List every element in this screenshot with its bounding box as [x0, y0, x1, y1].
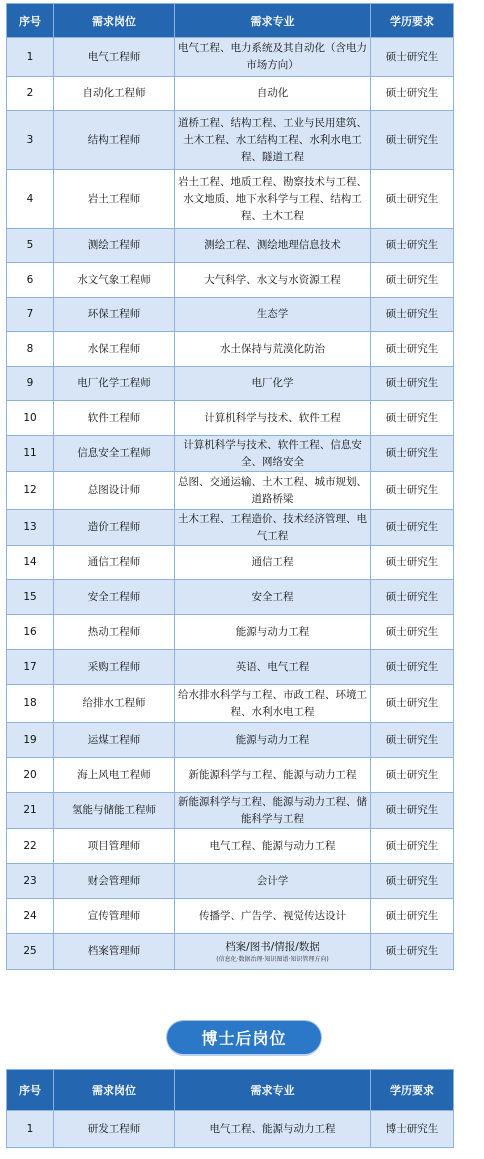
position-name-text: 财会管理师	[87, 874, 141, 887]
required-major	[175, 934, 371, 970]
degree-requirement	[371, 615, 454, 650]
row-number	[7, 723, 54, 758]
header-major: 需求专业	[175, 1070, 371, 1111]
required-major	[175, 510, 371, 546]
degree-requirement	[371, 436, 454, 472]
row-number-text: 13	[23, 521, 37, 533]
row-number	[7, 332, 54, 367]
row-number	[7, 436, 54, 472]
header-major: 需求专业	[175, 4, 371, 38]
row-number	[7, 77, 54, 111]
position-name-text: 项目管理师	[87, 839, 141, 852]
table-row	[7, 793, 454, 829]
position-name-text: 给排水工程师	[82, 697, 146, 709]
required-major-text: 能源与动力工程	[235, 733, 310, 746]
position-name-text: 水保工程师	[87, 342, 141, 355]
required-major-text: 道桥工程、结构工程、工业与民用建筑、土木工程、水工结构工程、水利水电工程、隧道工程	[178, 116, 367, 163]
required-major-text: 计算机科学与技术、软件工程	[204, 411, 341, 424]
row-number	[7, 899, 54, 934]
position-name	[54, 546, 175, 580]
required-major-text: 新能源科学与工程、能源与动力工程、储能科学与工程	[178, 795, 367, 825]
required-major-text: 能源与动力工程	[235, 625, 310, 638]
section-title-postdoc: 博士后岗位	[167, 1021, 321, 1054]
required-major	[175, 899, 371, 934]
row-number	[7, 298, 54, 332]
required-major-text: 新能源科学与工程、能源与动力工程	[188, 768, 357, 781]
table-row	[7, 1111, 454, 1148]
row-number	[7, 1111, 54, 1148]
position-name	[54, 793, 175, 829]
degree-requirement	[371, 580, 454, 615]
degree-requirement	[371, 510, 454, 546]
degree-requirement-text: 硕士研究生	[385, 411, 439, 424]
degree-requirement	[371, 829, 454, 864]
table-row	[7, 899, 454, 934]
required-major	[175, 77, 371, 111]
row-number	[7, 111, 54, 170]
required-major	[175, 401, 371, 436]
required-major-text: 通信工程	[251, 556, 294, 568]
position-name	[54, 758, 175, 793]
degree-requirement	[371, 546, 454, 580]
table-row	[7, 546, 454, 580]
row-number	[7, 650, 54, 685]
position-name	[54, 580, 175, 615]
table-row	[7, 510, 454, 546]
position-name-text: 软件工程师	[87, 411, 141, 424]
required-major-text: 给水排水科学与工程、市政工程、环境工程、水利水电工程	[178, 688, 367, 718]
degree-requirement-text: 硕士研究生	[385, 133, 439, 146]
degree-requirement-text: 硕士研究生	[385, 733, 439, 746]
degree-requirement-text: 硕士研究生	[385, 192, 439, 205]
degree-requirement	[371, 367, 454, 401]
position-name	[54, 77, 175, 111]
position-name	[54, 298, 175, 332]
position-name	[54, 1111, 175, 1148]
position-name-text: 海上风电工程师	[77, 768, 151, 781]
required-major-text: 电厂化学	[251, 377, 294, 389]
required-major	[175, 546, 371, 580]
degree-requirement	[371, 899, 454, 934]
position-name	[54, 510, 175, 546]
table-row	[7, 170, 454, 229]
required-major	[175, 580, 371, 615]
position-name-text: 档案管理师	[87, 945, 141, 957]
degree-requirement-text: 硕士研究生	[385, 377, 439, 389]
degree-requirement-text: 硕士研究生	[385, 447, 439, 459]
required-major	[175, 472, 371, 510]
row-number-text: 17	[23, 660, 37, 673]
required-major-text: 传播学、广告学、视觉传达设计	[199, 909, 346, 922]
position-name-text: 自动化工程师	[82, 87, 146, 99]
table-row	[7, 263, 454, 298]
position-name-text: 热动工程师	[87, 625, 141, 638]
row-number	[7, 615, 54, 650]
position-name	[54, 650, 175, 685]
position-name	[54, 615, 175, 650]
required-major	[175, 793, 371, 829]
degree-requirement-text: 硕士研究生	[385, 874, 439, 887]
degree-requirement	[371, 263, 454, 298]
row-number-text: 1	[26, 1122, 34, 1135]
header-degree: 学历要求	[371, 4, 454, 38]
required-major	[175, 436, 371, 472]
row-number	[7, 229, 54, 263]
position-name-text: 采购工程师	[87, 660, 141, 673]
required-major-text: 电气工程、电力系统及其自动化（含电力市场方向）	[178, 42, 367, 71]
degree-requirement	[371, 934, 454, 970]
position-name	[54, 263, 175, 298]
degree-requirement-text: 硕士研究生	[385, 804, 439, 816]
row-number	[7, 685, 54, 723]
row-number	[7, 38, 54, 77]
required-major	[175, 367, 371, 401]
header-post: 需求岗位	[54, 1070, 175, 1111]
table-header-row	[7, 4, 454, 38]
table-row	[7, 298, 454, 332]
table-row	[7, 615, 454, 650]
required-major	[175, 298, 371, 332]
row-number-text: 2	[26, 87, 34, 99]
position-name	[54, 829, 175, 864]
row-number	[7, 263, 54, 298]
required-major	[175, 1111, 371, 1148]
required-major-text: 电气工程、能源与动力工程	[209, 839, 336, 852]
degree-requirement	[371, 332, 454, 367]
position-name-text: 造价工程师	[87, 521, 141, 533]
degree-requirement	[371, 298, 454, 332]
master-positions-body	[7, 38, 454, 970]
position-name	[54, 170, 175, 229]
row-number-text: 4	[26, 192, 34, 205]
row-number-text: 1	[26, 50, 34, 63]
row-number	[7, 472, 54, 510]
row-number	[7, 580, 54, 615]
degree-requirement-text: 硕士研究生	[385, 697, 439, 709]
position-name	[54, 723, 175, 758]
row-number-text: 25	[23, 945, 37, 957]
degree-requirement-text: 硕士研究生	[385, 308, 439, 320]
degree-requirement	[371, 472, 454, 510]
degree-requirement-text: 硕士研究生	[385, 909, 439, 922]
table-row	[7, 472, 454, 510]
position-name-text: 电气工程师	[87, 50, 141, 63]
row-number-text: 7	[26, 308, 34, 320]
table-row	[7, 580, 454, 615]
position-name	[54, 38, 175, 77]
degree-requirement-text: 硕士研究生	[385, 87, 439, 99]
table-row	[7, 829, 454, 864]
position-name	[54, 229, 175, 263]
postdoc-positions-table	[6, 1069, 454, 1148]
table-header-row	[7, 1070, 454, 1111]
required-major	[175, 615, 371, 650]
header-degree: 学历要求	[371, 1070, 454, 1111]
row-number	[7, 546, 54, 580]
degree-requirement-text: 硕士研究生	[385, 945, 439, 957]
degree-requirement-text: 硕士研究生	[385, 839, 439, 852]
required-major	[175, 650, 371, 685]
degree-requirement	[371, 723, 454, 758]
degree-requirement-text: 硕士研究生	[385, 273, 439, 286]
degree-requirement	[371, 650, 454, 685]
table-row	[7, 332, 454, 367]
row-number	[7, 829, 54, 864]
table-row	[7, 367, 454, 401]
major-note: (信息化·数据治理·知识图谱·知识管理方向)	[216, 956, 329, 963]
row-number-text: 8	[26, 342, 34, 355]
degree-requirement-text: 博士研究生	[385, 1122, 439, 1135]
table-row	[7, 685, 454, 723]
required-major-text: 计算机科学与技术、软件工程、信息安全、网络安全	[183, 438, 362, 468]
row-number	[7, 510, 54, 546]
header-no: 序号	[7, 1070, 54, 1111]
required-major-text: 土木工程、工程造价、技术经济管理、电气工程	[178, 512, 367, 542]
row-number	[7, 170, 54, 229]
degree-requirement	[371, 401, 454, 436]
row-number-text: 20	[23, 768, 37, 781]
degree-requirement-text: 硕士研究生	[385, 768, 439, 781]
row-number-text: 22	[23, 839, 37, 852]
required-major-text: 大气科学、水文与水资源工程	[204, 273, 341, 286]
degree-requirement-text: 硕士研究生	[385, 590, 439, 603]
degree-requirement	[371, 793, 454, 829]
position-name-text: 安全工程师	[87, 590, 141, 603]
row-number	[7, 934, 54, 970]
required-major	[175, 111, 371, 170]
row-number	[7, 401, 54, 436]
table-row	[7, 436, 454, 472]
degree-requirement-text: 硕士研究生	[385, 342, 439, 355]
row-number-text: 23	[23, 874, 37, 887]
position-name-text: 运煤工程师	[87, 733, 141, 746]
position-name-text: 结构工程师	[87, 133, 141, 146]
required-major-text: 水土保持与荒漠化防治	[220, 342, 325, 355]
row-number-text: 15	[23, 590, 37, 603]
row-number-text: 5	[26, 239, 34, 251]
degree-requirement-text: 硕士研究生	[385, 660, 439, 673]
position-name	[54, 472, 175, 510]
required-major	[175, 864, 371, 899]
position-name-text: 总图设计师	[87, 484, 141, 496]
row-number	[7, 758, 54, 793]
position-name-text: 通信工程师	[87, 556, 141, 568]
position-name	[54, 111, 175, 170]
required-major-text: 自动化	[256, 87, 289, 99]
position-name-text: 研发工程师	[87, 1122, 141, 1135]
table-row	[7, 77, 454, 111]
row-number-text: 18	[23, 697, 37, 709]
position-name	[54, 899, 175, 934]
position-name	[54, 367, 175, 401]
position-name	[54, 934, 175, 970]
position-name-text: 水文气象工程师	[77, 273, 151, 286]
table-row	[7, 650, 454, 685]
master-positions-table	[6, 3, 454, 970]
degree-requirement	[371, 685, 454, 723]
degree-requirement	[371, 38, 454, 77]
position-name	[54, 864, 175, 899]
postdoc-positions-body	[7, 1111, 454, 1148]
row-number-text: 10	[23, 411, 37, 424]
degree-requirement-text: 硕士研究生	[385, 484, 439, 496]
degree-requirement-text: 硕士研究生	[385, 625, 439, 638]
table-row	[7, 401, 454, 436]
position-name-text: 岩土工程师	[87, 192, 141, 205]
row-number-text: 6	[26, 273, 34, 286]
table-row	[7, 229, 454, 263]
position-name-text: 氢能与储能工程师	[72, 804, 156, 816]
required-major-text: 会计学	[256, 874, 289, 887]
position-name-text: 电厂化学工程师	[77, 377, 151, 389]
required-major-text: 总图、交通运输、土木工程、城市规划、道路桥梁	[178, 475, 367, 505]
degree-requirement	[371, 758, 454, 793]
required-major-text: 岩土工程、地质工程、勘察技术与工程、水文地质、地下水科学与工程、结构工程、土木工程	[178, 175, 367, 222]
row-number-text: 3	[26, 133, 34, 146]
position-name-text: 宣传管理师	[87, 909, 141, 922]
position-name-text: 测绘工程师	[87, 239, 141, 251]
row-number-text: 24	[23, 909, 37, 922]
header-no: 序号	[7, 4, 54, 38]
position-name	[54, 685, 175, 723]
row-number-text: 21	[23, 804, 37, 816]
position-name-text: 信息安全工程师	[77, 447, 151, 459]
required-major	[175, 38, 371, 77]
required-major	[175, 829, 371, 864]
required-major-text: 生态学	[256, 308, 289, 320]
degree-requirement	[371, 229, 454, 263]
position-name-text: 环保工程师	[87, 308, 141, 320]
degree-requirement-text: 硕士研究生	[385, 50, 439, 63]
required-major-text: 档案/图书/情报/数据	[225, 941, 320, 953]
required-major	[175, 170, 371, 229]
degree-requirement-text: 硕士研究生	[385, 521, 439, 533]
required-major	[175, 758, 371, 793]
row-number-text: 16	[23, 625, 37, 638]
degree-requirement	[371, 77, 454, 111]
degree-requirement	[371, 1111, 454, 1148]
position-name	[54, 436, 175, 472]
degree-requirement-text: 硕士研究生	[385, 556, 439, 568]
row-number-text: 19	[23, 733, 37, 746]
position-name	[54, 401, 175, 436]
required-major-text: 英语、电气工程	[235, 660, 310, 673]
required-major	[175, 723, 371, 758]
row-number-text: 12	[23, 484, 37, 496]
degree-requirement	[371, 111, 454, 170]
degree-requirement	[371, 864, 454, 899]
row-number-text: 14	[23, 556, 37, 568]
required-major-text: 安全工程	[251, 590, 294, 603]
row-number-text: 9	[26, 377, 34, 389]
required-major	[175, 332, 371, 367]
header-post: 需求岗位	[54, 4, 175, 38]
table-row	[7, 723, 454, 758]
degree-requirement-text: 硕士研究生	[385, 239, 439, 251]
row-number	[7, 864, 54, 899]
table-row	[7, 38, 454, 77]
table-row	[7, 934, 454, 970]
table-row	[7, 758, 454, 793]
table-row	[7, 864, 454, 899]
required-major	[175, 229, 371, 263]
position-name	[54, 332, 175, 367]
row-number	[7, 793, 54, 829]
row-number	[7, 367, 54, 401]
required-major-text: 测绘工程、测绘地理信息技术	[204, 239, 341, 251]
table-row	[7, 111, 454, 170]
row-number-text: 11	[23, 447, 37, 459]
required-major	[175, 263, 371, 298]
degree-requirement	[371, 170, 454, 229]
required-major	[175, 685, 371, 723]
required-major-text: 电气工程、能源与动力工程	[209, 1122, 336, 1135]
